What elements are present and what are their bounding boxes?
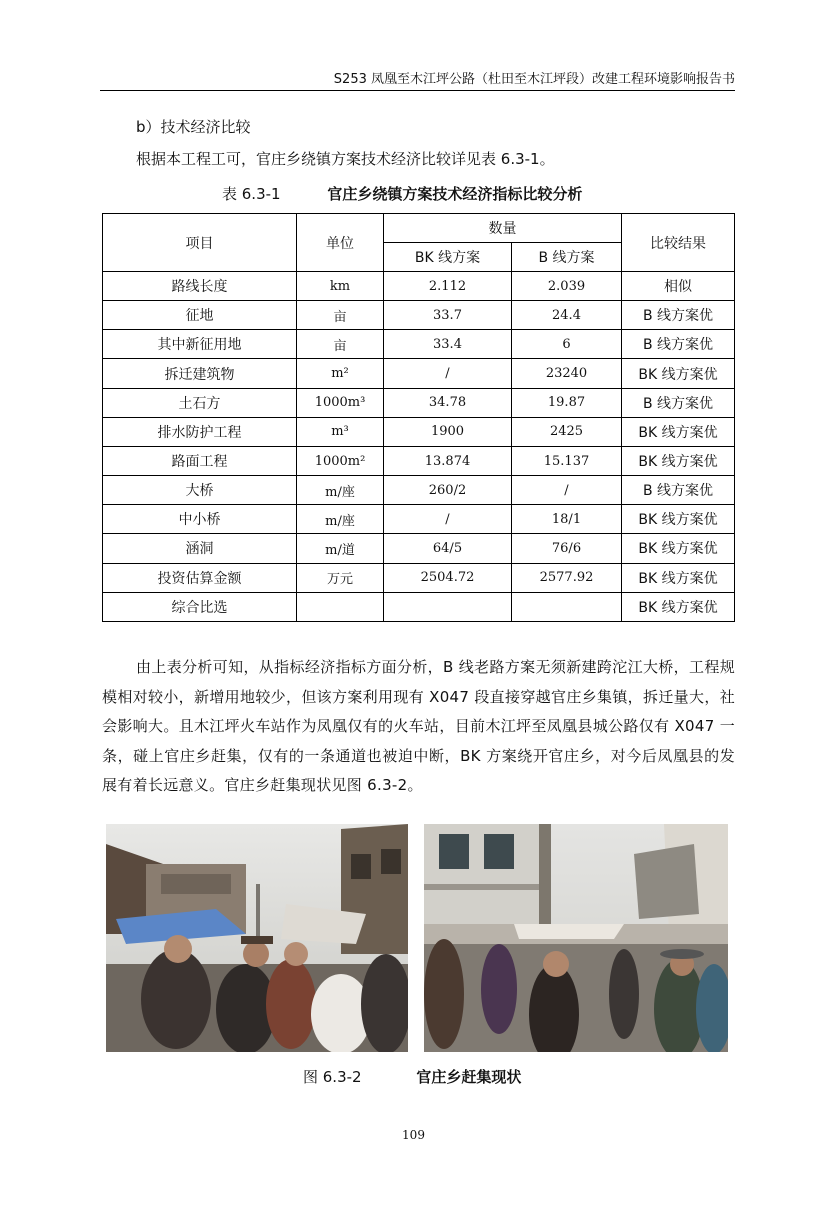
cell-result: BK 线方案优 bbox=[622, 446, 735, 475]
cell-item: 其中新征用地 bbox=[103, 330, 297, 359]
figure-caption-number: 图 6.3-2 bbox=[303, 1068, 362, 1086]
cell-b: 18/1 bbox=[512, 505, 622, 534]
table-row bbox=[103, 592, 735, 621]
cell-item: 中小桥 bbox=[103, 505, 297, 534]
cell-bk: 64/5 bbox=[384, 534, 512, 563]
header-result: 比较结果 bbox=[622, 214, 735, 272]
cell-unit: 万元 bbox=[297, 563, 384, 592]
cell-result: BK 线方案优 bbox=[622, 563, 735, 592]
cell-unit: m³ bbox=[297, 417, 384, 446]
cell-unit: m/座 bbox=[297, 476, 384, 505]
cell-item: 大桥 bbox=[103, 476, 297, 505]
cell-result: BK 线方案优 bbox=[622, 534, 735, 563]
cell-b: / bbox=[512, 476, 622, 505]
running-header: S253 凤凰至木江坪公路（杜田至木江坪段）改建工程环境影响报告书 bbox=[333, 72, 735, 87]
table-row bbox=[103, 446, 735, 475]
header-quantity: 数量 bbox=[384, 214, 622, 243]
table-row bbox=[103, 417, 735, 446]
cell-unit: km bbox=[297, 272, 384, 301]
cell-bk bbox=[384, 592, 512, 621]
cell-b: 24.4 bbox=[512, 301, 622, 330]
cell-bk: / bbox=[384, 359, 512, 388]
cell-result: BK 线方案优 bbox=[622, 359, 735, 388]
table-row bbox=[103, 534, 735, 563]
cell-unit: m/座 bbox=[297, 505, 384, 534]
table-row bbox=[103, 272, 735, 301]
comparison-table bbox=[102, 213, 735, 622]
header-item: 项目 bbox=[103, 214, 297, 272]
cell-bk: 1900 bbox=[384, 417, 512, 446]
cell-item: 路面工程 bbox=[103, 446, 297, 475]
cell-item: 综合比选 bbox=[103, 592, 297, 621]
cell-b: 2577.92 bbox=[512, 563, 622, 592]
cell-item: 征地 bbox=[103, 301, 297, 330]
cell-bk: 33.7 bbox=[384, 301, 512, 330]
cell-b: 6 bbox=[512, 330, 622, 359]
cell-result: B 线方案优 bbox=[622, 330, 735, 359]
cell-bk: 33.4 bbox=[384, 330, 512, 359]
table-body bbox=[103, 272, 735, 622]
cell-item: 涵洞 bbox=[103, 534, 297, 563]
cell-unit: 1000m³ bbox=[297, 388, 384, 417]
cell-item: 排水防护工程 bbox=[103, 417, 297, 446]
cell-b: 23240 bbox=[512, 359, 622, 388]
cell-result: BK 线方案优 bbox=[622, 505, 735, 534]
cell-result: B 线方案优 bbox=[622, 301, 735, 330]
cell-b: 2425 bbox=[512, 417, 622, 446]
cell-bk: 260/2 bbox=[384, 476, 512, 505]
cell-b: 76/6 bbox=[512, 534, 622, 563]
cell-unit: m/道 bbox=[297, 534, 384, 563]
cell-b bbox=[512, 592, 622, 621]
section-heading: b）技术经济比较 bbox=[136, 118, 251, 136]
table-caption-title: 官庄乡绕镇方案技术经济指标比较分析 bbox=[327, 185, 583, 203]
intro-text: 根据本工程工可，官庄乡绕镇方案技术经济比较详见表 6.3-1。 bbox=[136, 150, 555, 168]
table-row bbox=[103, 388, 735, 417]
table-row bbox=[103, 330, 735, 359]
header-rule bbox=[100, 90, 735, 91]
analysis-paragraph: 由上表分析可知，从指标经济指标方面分析，B 线老路方案无须新建跨沱江大桥，工程规模相对较小，新增用地较少，但该方案利用现有 X047 段直接穿越官庄乡集镇，拆迁量大，社会影响大。且木江坪火车站作为凤凰仅有的火车站，目前木江坪至凤凰县城公路仅有 X047 一条，碰上官庄乡赶集，仅有的一条通道也被迫中断，BK 方案绕开官庄乡，对今后凤凰县的发展有着长远意义。官庄乡赶集现状见图 6.3-2。 bbox=[102, 658, 735, 794]
cell-result: B 线方案优 bbox=[622, 388, 735, 417]
market-photo-right bbox=[424, 824, 728, 1052]
table-row bbox=[103, 505, 735, 534]
cell-b: 19.87 bbox=[512, 388, 622, 417]
table-row bbox=[103, 359, 735, 388]
cell-item: 土石方 bbox=[103, 388, 297, 417]
cell-bk: / bbox=[384, 505, 512, 534]
cell-unit bbox=[297, 592, 384, 621]
cell-bk: 2.112 bbox=[384, 272, 512, 301]
cell-bk: 13.874 bbox=[384, 446, 512, 475]
cell-bk: 2504.72 bbox=[384, 563, 512, 592]
figure-caption bbox=[303, 1066, 521, 1087]
header-unit: 单位 bbox=[297, 214, 384, 272]
cell-result: BK 线方案优 bbox=[622, 417, 735, 446]
cell-bk: 34.78 bbox=[384, 388, 512, 417]
table-row bbox=[103, 301, 735, 330]
table-row bbox=[103, 476, 735, 505]
cell-item: 拆迁建筑物 bbox=[103, 359, 297, 388]
cell-b: 15.137 bbox=[512, 446, 622, 475]
cell-unit: 1000m² bbox=[297, 446, 384, 475]
figure-caption-title: 官庄乡赶集现状 bbox=[416, 1068, 522, 1086]
page-number: 109 bbox=[402, 1128, 425, 1142]
cell-unit: 亩 bbox=[297, 330, 384, 359]
cell-item: 路线长度 bbox=[103, 272, 297, 301]
table-row bbox=[103, 563, 735, 592]
cell-result: B 线方案优 bbox=[622, 476, 735, 505]
cell-result: BK 线方案优 bbox=[622, 592, 735, 621]
header-bk: BK 线方案 bbox=[384, 243, 512, 272]
table-caption-number: 表 6.3-1 bbox=[222, 185, 281, 203]
table-caption bbox=[222, 183, 582, 204]
cell-unit: m² bbox=[297, 359, 384, 388]
cell-b: 2.039 bbox=[512, 272, 622, 301]
cell-unit: 亩 bbox=[297, 301, 384, 330]
header-b: B 线方案 bbox=[512, 243, 622, 272]
market-photo-left bbox=[106, 824, 408, 1052]
cell-item: 投资估算金额 bbox=[103, 563, 297, 592]
cell-result: 相似 bbox=[622, 272, 735, 301]
